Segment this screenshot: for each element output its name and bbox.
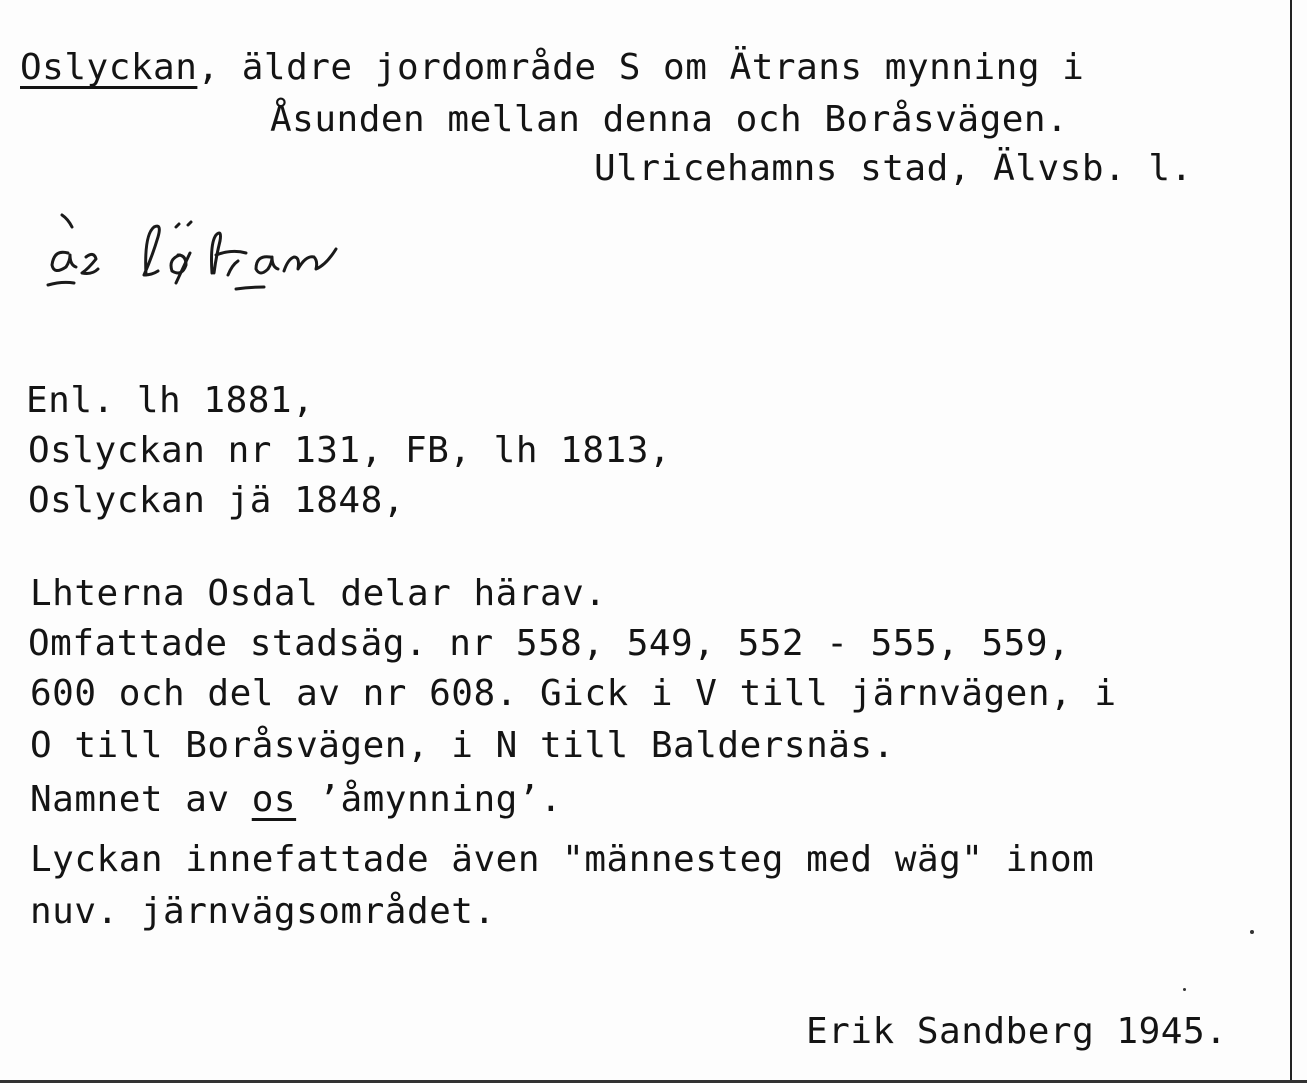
body-line-5 xyxy=(30,779,563,820)
body-line-3: 600 och del av nr 608. Gick i V till järnvägen, i xyxy=(30,673,1117,714)
body-line-5-pre: Namnet av xyxy=(30,779,252,820)
scan-speck xyxy=(1183,988,1186,991)
handwritten-pronunciation xyxy=(38,205,378,305)
scan-speck xyxy=(1250,930,1254,934)
body-line-7: nuv. järnvägsområdet. xyxy=(30,891,496,932)
body-line-4: O till Boråsvägen, i N till Baldersnäs. xyxy=(30,725,895,766)
signature: Erik Sandberg 1945. xyxy=(806,1011,1228,1052)
body-line-5-post: ’åmynning’. xyxy=(296,779,563,820)
source-line-2: Oslyckan nr 131, FB, lh 1813, xyxy=(28,430,672,471)
headword: Oslyckan xyxy=(20,47,198,88)
header-line-3: Ulricehamns stad, Älvsb. l. xyxy=(594,148,1193,189)
body-line-2: Omfattade stadsäg. nr 558, 549, 552 - 555, 559, xyxy=(28,623,1071,664)
underlined-word-os: os xyxy=(251,779,297,820)
card-right-edge xyxy=(1290,0,1292,1083)
source-line-3: Oslyckan jä 1848, xyxy=(28,480,405,521)
body-line-6: Lyckan innefattade även "männesteg med wäg" inom xyxy=(30,839,1095,880)
source-line-1: Enl. lh 1881, xyxy=(26,380,315,421)
handwriting-strokes xyxy=(38,205,378,305)
body-line-1: Lhterna Osdal delar härav. xyxy=(30,573,607,614)
header-line-2: Åsunden mellan denna och Boråsvägen. xyxy=(270,99,1069,140)
header-line-1 xyxy=(20,47,1085,88)
header-line-1-rest: , äldre jordområde S om Ätrans mynning i xyxy=(197,47,1085,88)
